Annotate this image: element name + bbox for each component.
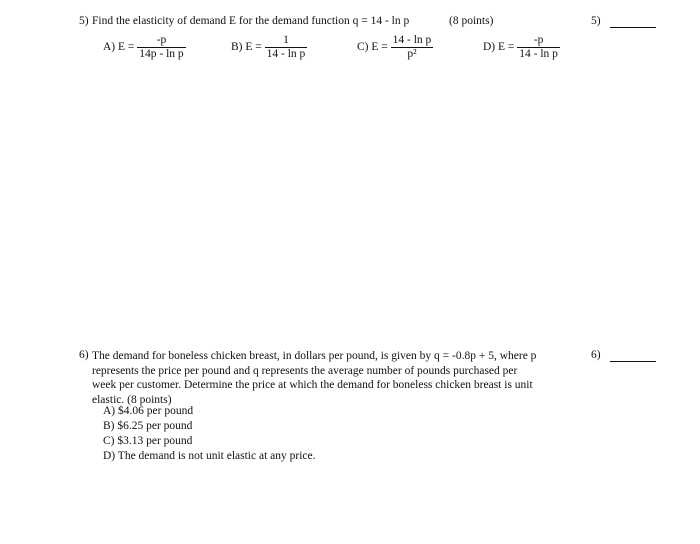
- q5-choice-b-fraction: [265, 34, 308, 61]
- q5-choice-b[interactable]: [231, 34, 307, 61]
- q5-choice-a-label: A) E =: [103, 41, 135, 54]
- q5-choice-d-denominator: 14 - ln p: [519, 48, 558, 60]
- q5-answer-blank[interactable]: [610, 27, 656, 28]
- q5-choice-a[interactable]: [103, 34, 186, 61]
- q5-choice-b-label: B) E =: [231, 41, 262, 54]
- q5-choice-c[interactable]: [357, 34, 433, 61]
- q6-prompt-line-1: The demand for boneless chicken breast, in dollars per pound, is given by q = -0.8p + 5, where p: [92, 350, 537, 362]
- q6-prompt-line-4: elastic. (8 points): [92, 393, 172, 406]
- q6-choice-a[interactable]: A) $4.06 per pound: [103, 405, 194, 417]
- q5-choice-d-numerator: -p: [517, 34, 560, 48]
- q5-choice-d-fraction: [517, 34, 560, 61]
- q6-prompt-line-2: represents the price per pound and q represents the average number of pounds purchased per: [92, 364, 518, 377]
- q5-choice-c-fraction: [391, 34, 434, 61]
- q6-prompt: [92, 349, 536, 407]
- q5-choice-d-label: D) E =: [483, 41, 515, 54]
- q6-choice-c[interactable]: C) $3.13 per pound: [103, 435, 193, 447]
- q5-choice-c-denominator: p²: [407, 48, 417, 60]
- q5-choice-c-label: C) E =: [357, 41, 388, 54]
- q5-choice-c-numerator: 14 - ln p: [392, 34, 432, 46]
- q6-prompt-line-3: week per customer. Determine the price at which the demand for boneless chicken breast is unit: [92, 379, 533, 391]
- q6-choice-b[interactable]: B) $6.25 per pound: [103, 420, 193, 432]
- q5-answer-label: 5): [591, 15, 601, 27]
- q5-points: (8 points): [449, 15, 494, 27]
- q6-choice-d[interactable]: D) The demand is not unit elastic at any price.: [103, 450, 316, 462]
- q6-number: 6): [79, 349, 89, 361]
- q5-number: 5): [79, 15, 89, 27]
- q5-choice-d[interactable]: [483, 34, 560, 61]
- q5-choice-a-denominator: 14p - ln p: [139, 48, 184, 60]
- q6-answer-blank[interactable]: [610, 361, 656, 362]
- q5-choice-a-numerator: -p: [137, 34, 185, 48]
- q5-choice-a-fraction: [137, 34, 185, 61]
- q6-answer-label: 6): [591, 349, 601, 361]
- q5-prompt: Find the elasticity of demand E for the demand function q = 14 - ln p: [92, 15, 410, 27]
- q5-choice-b-denominator: 14 - ln p: [266, 48, 306, 60]
- q5-choice-b-numerator: 1: [265, 34, 308, 48]
